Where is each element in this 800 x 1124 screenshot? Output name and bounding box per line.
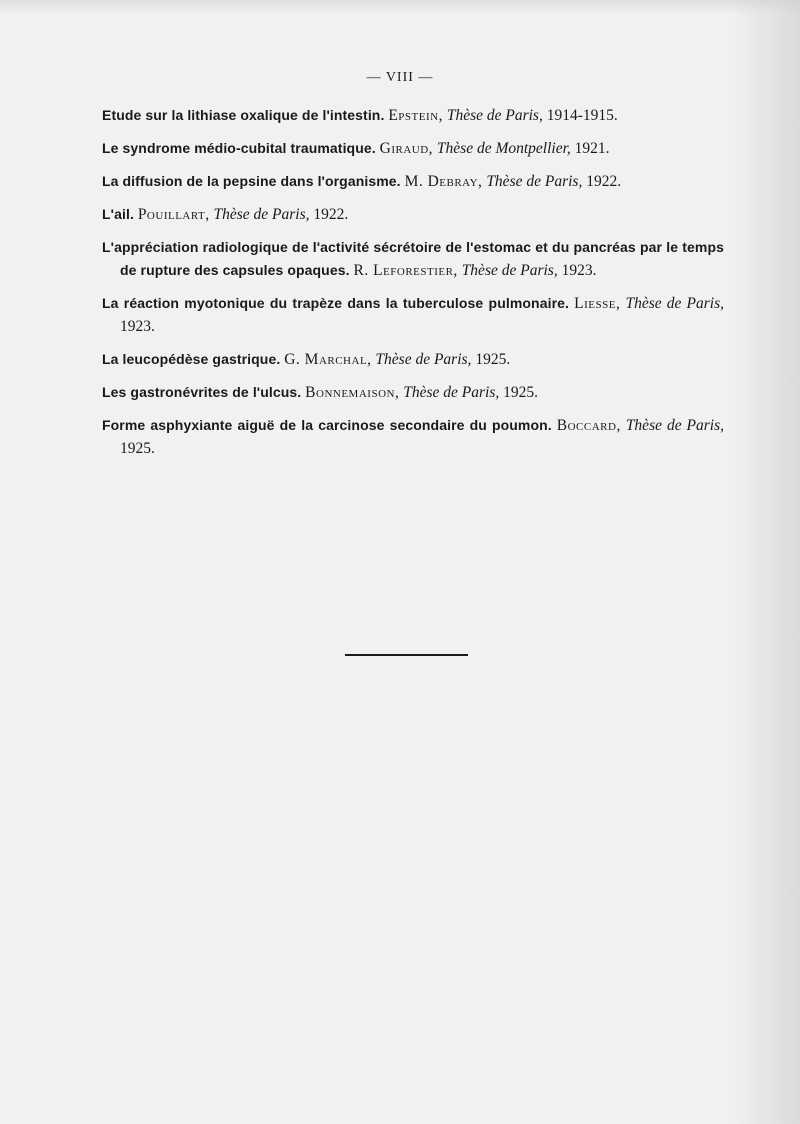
entry-title: Forme asphyxiante aiguë de la carcinose secondaire du poumon.: [102, 417, 552, 433]
entry-author: M. Debray,: [404, 173, 483, 190]
page-shadow-top: [0, 0, 800, 14]
entry-title: La leucopédèse gastrique.: [102, 351, 281, 367]
entry-title: Le syndrome médio-cubital traumatique.: [102, 140, 376, 156]
bibliography-list: [102, 104, 724, 470]
entry-year: 1922.: [586, 173, 622, 190]
entry-year: 1914-1915.: [546, 107, 618, 124]
entry-thesis: Thèse de Paris,: [486, 173, 583, 190]
entry-author: Pouillart,: [137, 206, 210, 223]
bibliography-entry: [102, 137, 724, 160]
entry-title: L'ail.: [102, 206, 134, 222]
entry-author: Giraud,: [379, 140, 434, 157]
entry-author: Epstein,: [388, 107, 443, 124]
closing-rule: [345, 654, 468, 656]
entry-year: 1925.: [503, 384, 538, 401]
page-shadow-right: [730, 0, 800, 1124]
bibliography-entry: [102, 348, 724, 371]
entry-thesis: Thèse de Paris,: [375, 351, 472, 368]
entry-thesis: Thèse de Paris,: [213, 206, 310, 223]
entry-year: 1925.: [475, 351, 511, 368]
entry-title: La réaction myotonique du trapèze dans la tuberculose pulmonaire.: [102, 295, 570, 311]
bibliography-entry: [102, 170, 724, 193]
bibliography-entry: [102, 381, 724, 404]
entry-thesis: Thèse de Paris,: [446, 107, 543, 124]
entry-thesis: Thèse de Paris,: [625, 417, 725, 434]
bibliography-entry: [102, 236, 724, 282]
entry-author: G. Marchal,: [284, 351, 372, 368]
bibliography-entry: [102, 104, 724, 127]
page-number: — VIII —: [366, 70, 434, 85]
entry-title: Les gastronévrites de l'ulcus.: [102, 384, 302, 400]
entry-year: 1922.: [313, 206, 349, 223]
bibliography-entry: [102, 292, 724, 338]
entry-title: Etude sur la lithiase oxalique de l'intestin.: [102, 107, 385, 123]
entry-thesis: Thèse de Paris,: [625, 295, 725, 312]
bibliography-entry: [102, 203, 724, 226]
entry-year: 1921.: [574, 140, 610, 157]
entry-author: Boccard,: [556, 417, 621, 434]
entry-thesis: Thèse de Montpellier,: [436, 140, 571, 157]
entry-year: 1923.: [120, 318, 155, 335]
entry-title: L'appréciation radiologique de l'activité sécrétoire de l'estomac et du pancréas par le temps de rupture des capsules opaques.: [102, 239, 724, 278]
entry-thesis: Thèse de Paris,: [461, 262, 558, 279]
entry-title: La diffusion de la pepsine dans l'organisme.: [102, 173, 401, 189]
entry-author: Bonnemaison,: [305, 384, 400, 401]
entry-thesis: Thèse de Paris,: [403, 384, 500, 401]
entry-author: Liesse,: [574, 295, 621, 312]
entry-year: 1923.: [561, 262, 597, 279]
entry-author: R. Leforestier,: [353, 262, 458, 279]
bibliography-entry: [102, 414, 724, 460]
entry-year: 1925.: [120, 440, 155, 457]
